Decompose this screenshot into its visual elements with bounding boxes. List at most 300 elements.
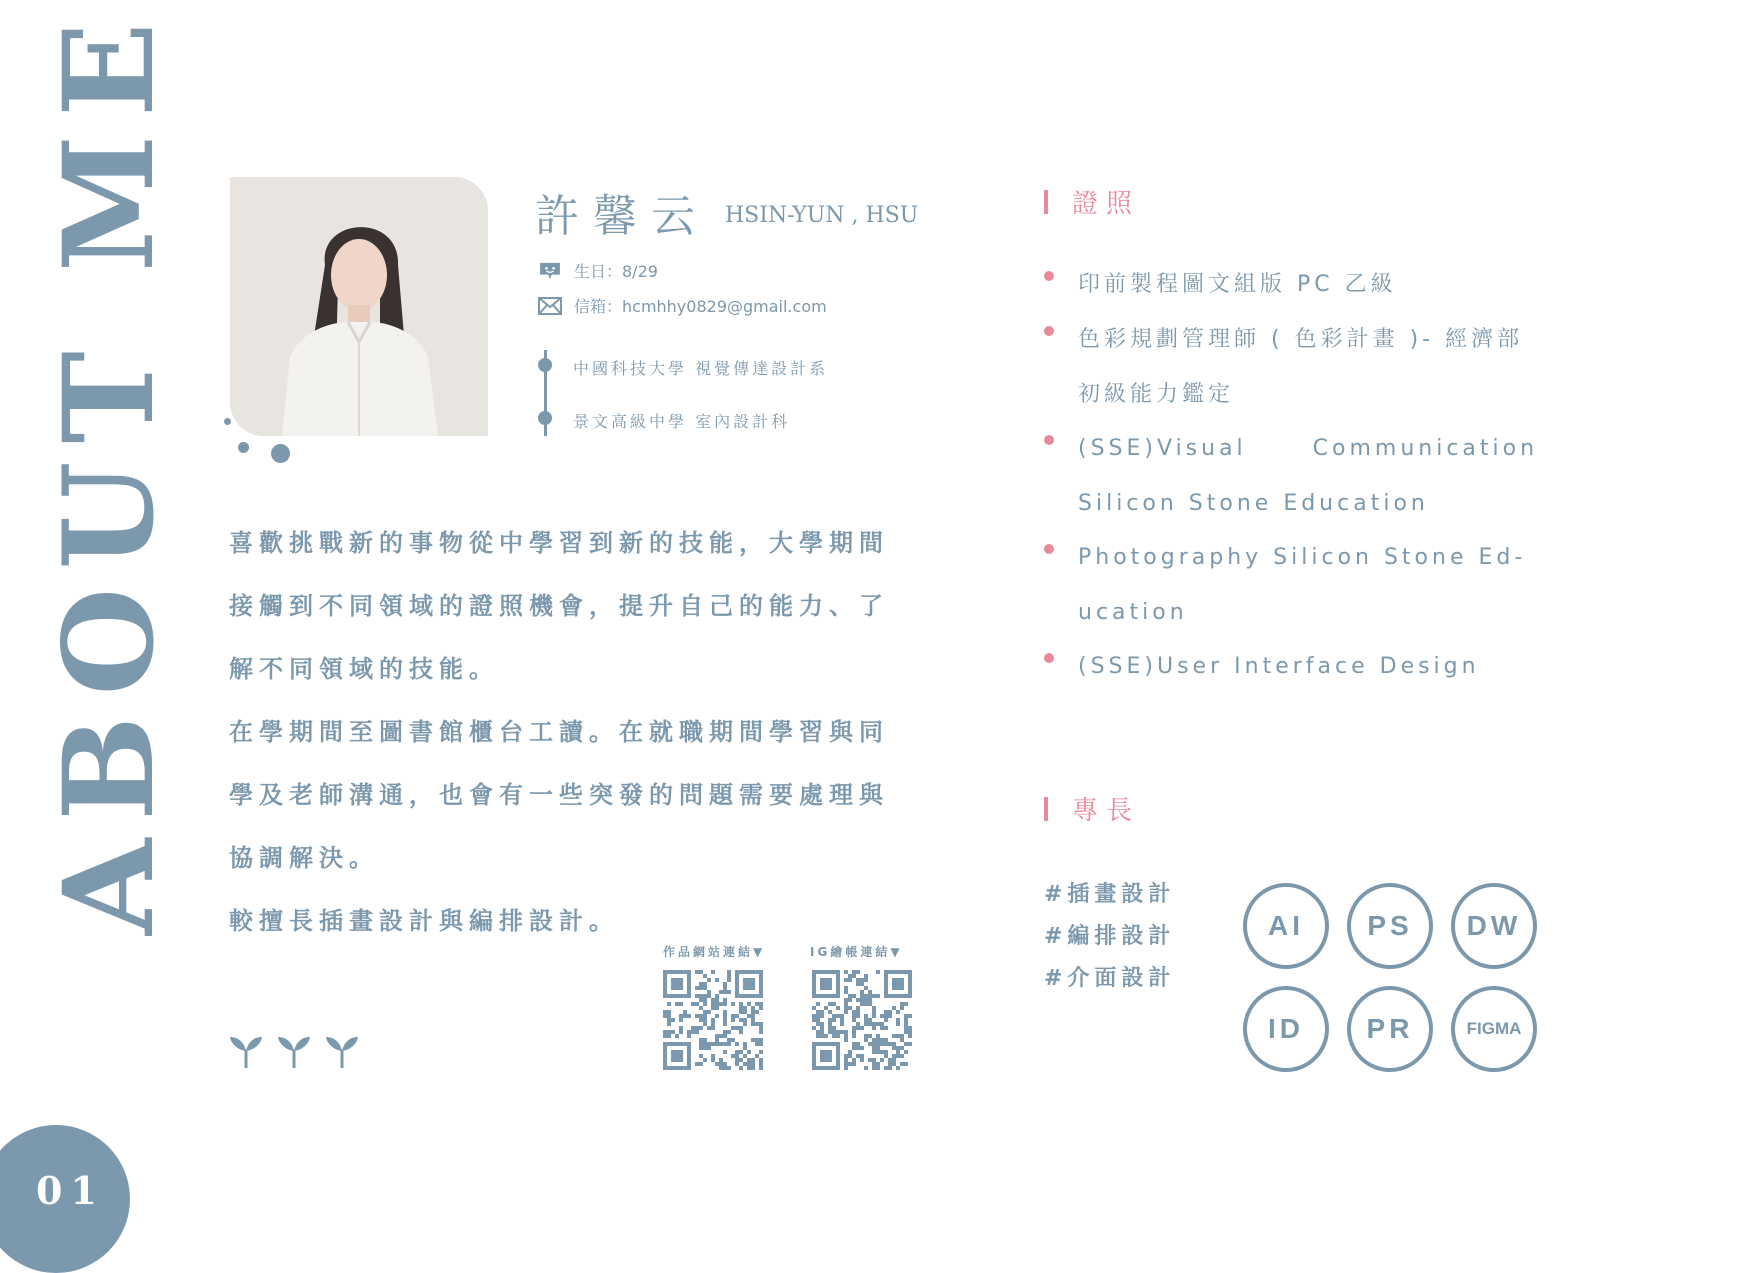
qr-module	[852, 1018, 856, 1022]
qr-module	[904, 1026, 908, 1030]
qr-module	[904, 1062, 908, 1066]
qr-module	[896, 1046, 900, 1050]
qr-module	[872, 1006, 876, 1010]
qr-module	[900, 1062, 904, 1066]
portfolio-link-label: 作品網站連結▼	[663, 945, 766, 959]
sprout-icon	[276, 1034, 312, 1070]
qr-module	[888, 1066, 892, 1070]
qr-module	[904, 1042, 908, 1046]
qr-module	[667, 1030, 671, 1034]
qr-module	[908, 1030, 912, 1034]
qr-module	[864, 998, 868, 1002]
qr-module	[880, 1050, 884, 1054]
qr-module	[820, 1014, 824, 1018]
qr-module	[812, 1018, 816, 1022]
portfolio-qr-code[interactable]	[663, 970, 763, 1070]
qr-module	[908, 1042, 912, 1046]
qr-module	[872, 1026, 876, 1030]
qr-module	[747, 1058, 751, 1062]
qr-module	[828, 1026, 832, 1030]
qr-module	[864, 1034, 868, 1038]
qr-module	[743, 1054, 747, 1058]
qr-module	[743, 1018, 747, 1022]
qr-module	[844, 970, 848, 974]
qr-module	[868, 1002, 872, 1006]
cert-text: 色彩規劃管理師 ( 色彩計畫 )- 經濟部	[1078, 327, 1524, 352]
qr-module	[852, 1034, 856, 1038]
qr-module	[884, 1054, 888, 1058]
qr-module	[715, 1062, 719, 1066]
qr-module	[671, 1030, 675, 1034]
sprout-icon	[228, 1034, 264, 1070]
qr-module	[739, 1058, 743, 1062]
qr-module	[896, 1018, 900, 1022]
qr-module	[727, 990, 731, 994]
certifications-heading	[1044, 183, 1140, 220]
qr-module	[852, 1046, 856, 1050]
qr-module	[844, 1054, 848, 1058]
qr-module	[880, 1042, 884, 1046]
skill-badge-ai: AI	[1243, 883, 1329, 969]
qr-module	[824, 1034, 828, 1038]
qr-module	[715, 1038, 719, 1042]
qr-module	[868, 1034, 872, 1038]
qr-module	[868, 1018, 872, 1022]
qr-module	[876, 994, 880, 998]
qr-module	[892, 1058, 896, 1062]
qr-module	[836, 1030, 840, 1034]
qr-module	[703, 1022, 707, 1026]
qr-module	[751, 1018, 755, 1022]
qr-module	[703, 982, 707, 986]
qr-module	[820, 1022, 824, 1026]
qr-module	[759, 1062, 763, 1066]
qr-module	[667, 1022, 671, 1026]
qr-module	[868, 1058, 872, 1062]
qr-module	[723, 1014, 727, 1018]
qr-module	[719, 1034, 723, 1038]
bullet-dot	[1044, 544, 1054, 554]
qr-module	[820, 1030, 824, 1034]
bio-line: 較擅長插畫設計與編排設計。	[229, 907, 619, 935]
qr-module	[723, 1018, 727, 1022]
qr-module	[703, 1058, 707, 1062]
qr-module	[884, 1038, 888, 1042]
decor-dot	[238, 442, 249, 453]
qr-module	[711, 1002, 715, 1006]
qr-module	[699, 986, 703, 990]
qr-module	[904, 1022, 908, 1026]
qr-module	[711, 1022, 715, 1026]
qr-module	[872, 1066, 876, 1070]
qr-module	[751, 1010, 755, 1014]
qr-module	[892, 1006, 896, 1010]
qr-finder	[671, 1050, 683, 1062]
qr-module	[735, 1042, 739, 1046]
qr-module	[876, 1066, 880, 1070]
qr-module	[856, 1010, 860, 1014]
qr-module	[860, 990, 864, 994]
qr-module	[683, 1014, 687, 1018]
qr-module	[759, 1038, 763, 1042]
qr-module	[703, 1014, 707, 1018]
qr-module	[751, 1014, 755, 1018]
qr-module	[755, 1042, 759, 1046]
qr-module	[880, 1026, 884, 1030]
cert-text: 初級能力鑑定	[1078, 382, 1235, 407]
skill-badge-pr: PR	[1347, 986, 1433, 1072]
cert-text: ucation	[1078, 600, 1188, 625]
cert-text: Photography Silicon Stone Ed-	[1078, 545, 1527, 570]
qr-module	[856, 1022, 860, 1026]
cert-item	[1044, 312, 1548, 422]
qr-module	[880, 1058, 884, 1062]
qr-module	[876, 1022, 880, 1026]
qr-module	[743, 1062, 747, 1066]
qr-module	[844, 1038, 848, 1042]
qr-module	[864, 1022, 868, 1026]
qr-module	[884, 1050, 888, 1054]
qr-module	[900, 1006, 904, 1010]
qr-module	[884, 1018, 888, 1022]
qr-module	[888, 1058, 892, 1062]
qr-module	[699, 1038, 703, 1042]
qr-module	[832, 1018, 836, 1022]
qr-module	[707, 1042, 711, 1046]
qr-module	[852, 1010, 856, 1014]
qr-module	[667, 1002, 671, 1006]
qr-module	[852, 994, 856, 998]
heading-bar	[1044, 797, 1048, 821]
qr-module	[747, 1002, 751, 1006]
qr-module	[840, 1022, 844, 1026]
qr-module	[735, 1014, 739, 1018]
qr-module	[675, 1002, 679, 1006]
skill-badge-dw: DW	[1451, 883, 1537, 969]
qr-module	[759, 1058, 763, 1062]
qr-module	[828, 1030, 832, 1034]
qr-module	[715, 978, 719, 982]
qr-finder	[820, 978, 832, 990]
qr-module	[731, 1054, 735, 1058]
qr-module	[695, 970, 699, 974]
qr-module	[707, 1046, 711, 1050]
qr-module	[663, 1010, 667, 1014]
qr-module	[747, 1062, 751, 1066]
page-number: 01	[36, 1168, 105, 1213]
qr-module	[723, 1050, 727, 1054]
qr-module	[671, 1018, 675, 1022]
qr-module	[888, 1014, 892, 1018]
skill-badge-figma: FIGMA	[1451, 986, 1537, 1072]
qr-module	[900, 1046, 904, 1050]
qr-module	[848, 1050, 852, 1054]
qr-module	[852, 974, 856, 978]
qr-module	[820, 1026, 824, 1030]
qr-module	[864, 978, 868, 982]
qr-module	[687, 1014, 691, 1018]
qr-module	[711, 1018, 715, 1022]
qr-module	[860, 1054, 864, 1058]
qr-module	[840, 1030, 844, 1034]
qr-module	[864, 994, 868, 998]
qr-module	[868, 1042, 872, 1046]
qr-module	[703, 1010, 707, 1014]
qr-module	[711, 1042, 715, 1046]
qr-module	[731, 1014, 735, 1018]
qr-module	[759, 1022, 763, 1026]
cert-item	[1044, 257, 1548, 312]
qr-module	[739, 1018, 743, 1022]
qr-module	[904, 1014, 908, 1018]
qr-module	[872, 1062, 876, 1066]
qr-module	[860, 998, 864, 1002]
qr-module	[860, 1046, 864, 1050]
timeline-dot	[538, 358, 552, 372]
qr-module	[711, 1058, 715, 1062]
qr-module	[876, 1062, 880, 1066]
qr-module	[707, 1026, 711, 1030]
skills-heading	[1044, 790, 1140, 827]
qr-module	[723, 1062, 727, 1066]
qr-module	[832, 1034, 836, 1038]
qr-module	[816, 1010, 820, 1014]
qr-module	[735, 1062, 739, 1066]
qr-module	[860, 1058, 864, 1062]
qr-module	[699, 1042, 703, 1046]
qr-module	[739, 1010, 743, 1014]
qr-module	[699, 970, 703, 974]
qr-module	[840, 1014, 844, 1018]
qr-module	[715, 1002, 719, 1006]
qr-module	[715, 994, 719, 998]
qr-module	[840, 1018, 844, 1022]
qr-module	[876, 1046, 880, 1050]
email-text: 信箱：hcmhhy0829@gmail.com	[574, 297, 827, 316]
qr-module	[715, 1034, 719, 1038]
qr-module	[739, 1050, 743, 1054]
qr-module	[816, 1002, 820, 1006]
qr-module	[667, 1034, 671, 1038]
qr-module	[727, 970, 731, 974]
qr-module	[727, 978, 731, 982]
qr-module	[872, 1046, 876, 1050]
qr-module	[751, 1022, 755, 1026]
qr-module	[723, 982, 727, 986]
qr-module	[707, 994, 711, 998]
qr-module	[828, 1010, 832, 1014]
qr-module	[663, 1034, 667, 1038]
qr-module	[848, 1054, 852, 1058]
qr-module	[703, 1046, 707, 1050]
qr-module	[683, 1010, 687, 1014]
qr-module	[723, 1030, 727, 1034]
qr-module	[864, 974, 868, 978]
qr-module	[679, 1026, 683, 1030]
qr-module	[699, 1026, 703, 1030]
qr-module	[892, 1034, 896, 1038]
qr-module	[860, 1026, 864, 1030]
qr-module	[727, 1030, 731, 1034]
qr-module	[848, 994, 852, 998]
qr-module	[860, 978, 864, 982]
birthday-text: 生日：8/29	[574, 262, 658, 281]
bio-line: 喜歡挑戰新的事物從中學習到新的技能，大學期間	[229, 529, 889, 557]
cert-text: (SSE)User Interface Design	[1078, 654, 1480, 679]
qr-module	[711, 1006, 715, 1010]
decor-dot	[224, 418, 231, 425]
envelope-icon	[538, 297, 562, 315]
qr-module	[723, 1034, 727, 1038]
qr-module	[856, 978, 860, 982]
qr-module	[691, 1026, 695, 1030]
qr-module	[876, 970, 880, 974]
qr-module	[864, 1014, 868, 1018]
qr-module	[836, 1034, 840, 1038]
qr-module	[900, 1002, 904, 1006]
qr-module	[743, 1022, 747, 1026]
birthday-row	[538, 259, 658, 282]
qr-module	[856, 1042, 860, 1046]
bullet-dot	[1044, 326, 1054, 336]
qr-module	[816, 1018, 820, 1022]
qr-module	[876, 1034, 880, 1038]
education-item: 中國科技大學 視覺傳達設計系	[573, 359, 829, 378]
qr-module	[703, 1002, 707, 1006]
qr-module	[888, 1062, 892, 1066]
qr-module	[703, 994, 707, 998]
chat-bubble-icon	[538, 262, 562, 280]
qr-module	[699, 994, 703, 998]
qr-module	[832, 1002, 836, 1006]
qr-module	[816, 1014, 820, 1018]
heading-bar	[1044, 190, 1048, 214]
qr-module	[715, 998, 719, 1002]
qr-module	[707, 990, 711, 994]
qr-module	[880, 1022, 884, 1026]
qr-module	[735, 1058, 739, 1062]
qr-module	[723, 1022, 727, 1026]
portrait-photo-icon	[230, 177, 488, 436]
qr-module	[667, 1014, 671, 1018]
bio-line: 在學期間至圖書館櫃台工讀。在就職期間學習與同	[229, 718, 889, 746]
qr-module	[727, 1038, 731, 1042]
qr-module	[731, 1038, 735, 1042]
qr-module	[832, 1030, 836, 1034]
skill-tag: #介面設計	[1044, 966, 1176, 991]
qr-finder	[743, 978, 755, 990]
qr-module	[727, 1042, 731, 1046]
qr-module	[707, 1010, 711, 1014]
qr-module	[731, 1026, 735, 1030]
qr-module	[735, 1054, 739, 1058]
bio-line: 解不同領域的技能。	[229, 655, 499, 683]
qr-module	[864, 1066, 868, 1070]
cert-text: 印前製程圖文組版 PC 乙級	[1078, 272, 1397, 297]
qr-module	[812, 1014, 816, 1018]
qr-module	[727, 1066, 731, 1070]
qr-module	[719, 1058, 723, 1062]
qr-module	[860, 982, 864, 986]
qr-module	[844, 1066, 848, 1070]
ig-link-label: IG繪帳連結▼	[810, 945, 903, 959]
qr-module	[836, 1014, 840, 1018]
qr-module	[719, 1042, 723, 1046]
qr-module	[904, 1050, 908, 1054]
qr-module	[723, 1010, 727, 1014]
qr-module	[751, 1066, 755, 1070]
qr-module	[852, 1062, 856, 1066]
qr-module	[723, 986, 727, 990]
ig-qr-code[interactable]	[812, 970, 912, 1070]
qr-module	[844, 1062, 848, 1066]
qr-module	[759, 1050, 763, 1054]
qr-module	[699, 1006, 703, 1010]
qr-module	[872, 1010, 876, 1014]
qr-module	[900, 1034, 904, 1038]
qr-module	[844, 1002, 848, 1006]
qr-module	[856, 1046, 860, 1050]
qr-module	[667, 1010, 671, 1014]
qr-finder	[892, 978, 904, 990]
qr-module	[735, 1050, 739, 1054]
qr-module	[856, 1006, 860, 1010]
qr-module	[844, 990, 848, 994]
qr-module	[679, 1030, 683, 1034]
qr-module	[723, 990, 727, 994]
qr-module	[695, 994, 699, 998]
qr-module	[832, 1026, 836, 1030]
bullet-dot	[1044, 653, 1054, 663]
qr-module	[872, 1042, 876, 1046]
qr-module	[751, 1038, 755, 1042]
cert-item	[1044, 421, 1548, 531]
qr-module	[695, 1014, 699, 1018]
cert-item	[1044, 639, 1548, 694]
qr-module	[723, 1066, 727, 1070]
qr-module	[695, 1062, 699, 1066]
qr-module	[699, 1018, 703, 1022]
cert-item	[1044, 530, 1548, 640]
qr-module	[747, 1014, 751, 1018]
qr-module	[699, 1054, 703, 1058]
qr-module	[759, 1042, 763, 1046]
qr-module	[695, 1030, 699, 1034]
qr-module	[663, 1030, 667, 1034]
qr-module	[703, 986, 707, 990]
qr-module	[719, 1066, 723, 1070]
qr-module	[908, 1026, 912, 1030]
qr-module	[848, 974, 852, 978]
qr-module	[751, 1062, 755, 1066]
qr-module	[723, 1042, 727, 1046]
skill-badge-id: ID	[1243, 986, 1329, 1072]
qr-module	[892, 1062, 896, 1066]
qr-module	[880, 1014, 884, 1018]
profile-photo	[230, 177, 488, 436]
qr-module	[755, 1010, 759, 1014]
qr-module	[888, 1010, 892, 1014]
qr-module	[828, 1002, 832, 1006]
qr-finder	[820, 1050, 832, 1062]
qr-module	[848, 1062, 852, 1066]
qr-module	[715, 1042, 719, 1046]
qr-module	[703, 1042, 707, 1046]
qr-module	[747, 1066, 751, 1070]
qr-module	[687, 1034, 691, 1038]
qr-module	[888, 1042, 892, 1046]
qr-module	[868, 990, 872, 994]
